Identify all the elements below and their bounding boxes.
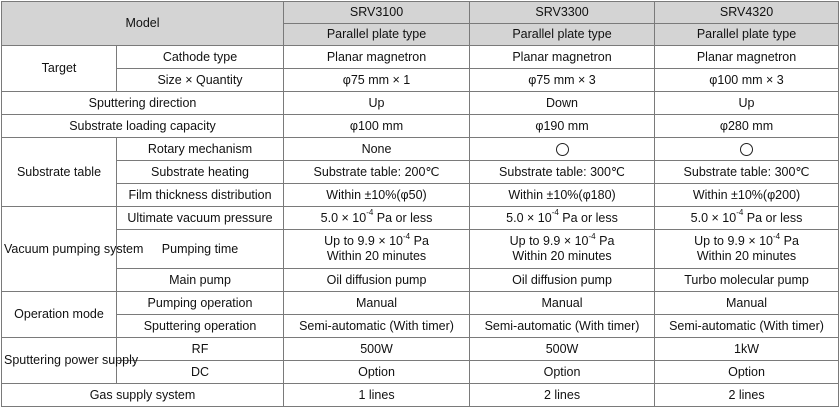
cell: Substrate table: 300℃ [470,161,655,184]
cell: 500W [470,338,655,361]
group-label-substrate-table: Substrate table [2,138,117,207]
pressure-base: 5.0 × 10 [690,210,737,225]
cell: Within ±10%(φ50) [284,184,470,207]
table-row [2,315,839,338]
model-type: Parallel plate type [284,24,470,46]
cell: Down [470,92,655,115]
model-name: SRV3300 [470,2,655,24]
group-label-sputtering-power-supply: Sputtering power supply [2,338,117,384]
cell [470,138,655,161]
table-row [2,92,839,115]
cell: φ100 mm [284,115,470,138]
cell [284,207,470,230]
cell: Oil diffusion pump [470,269,655,292]
model-name-row [2,2,839,24]
cell [470,207,655,230]
cell: 2 lines [470,384,655,407]
pumping-time-line2: Within 20 minutes [326,249,427,263]
row-label: Film thickness distribution [117,184,284,207]
table-row [2,384,839,407]
cell [655,138,839,161]
row-label: Rotary mechanism [117,138,284,161]
table-row [2,292,839,315]
cell: Option [470,361,655,384]
pressure-suffix: Pa or less [743,210,803,225]
pumping-time-line1 [472,231,652,249]
row-label: Sputtering operation [117,315,284,338]
cell: Semi-automatic (With timer) [470,315,655,338]
cell: 500W [284,338,470,361]
pressure-exponent: -4 [366,208,374,218]
pressure-suffix: Pa [780,234,799,248]
cell: φ75 mm × 3 [470,69,655,92]
pressure-base: Up to 9.9 × 10 [509,234,589,248]
pressure-suffix: Pa [410,234,429,248]
cell [284,230,470,269]
pumping-time-line1 [286,231,467,249]
cell: Up [655,92,839,115]
circle-mark-icon [556,143,569,156]
cell [470,230,655,269]
pressure-suffix: Pa or less [558,210,618,225]
row-label: Cathode type [117,46,284,69]
row-label: Sputtering direction [2,92,284,115]
table-row [2,269,839,292]
pressure-exponent: -4 [551,208,559,218]
spec-table [1,1,839,407]
table-row [2,161,839,184]
table-row [2,207,839,230]
group-label-vacuum-pumping-system: Vacuum pumping system [2,207,117,292]
cell: φ100 mm × 3 [655,69,839,92]
table-row [2,184,839,207]
cell: None [284,138,470,161]
cell: φ280 mm [655,115,839,138]
row-label: Pumping operation [117,292,284,315]
cell: Up [284,92,470,115]
table-row [2,115,839,138]
table-row [2,69,839,92]
cell: Option [284,361,470,384]
cell: Manual [284,292,470,315]
cell: Oil diffusion pump [284,269,470,292]
row-label: RF [117,338,284,361]
model-name: SRV4320 [655,2,839,24]
row-label: DC [117,361,284,384]
pressure-exponent: -4 [736,208,744,218]
cell: Option [655,361,839,384]
pumping-time-line2: Within 20 minutes [512,249,612,263]
cell: Semi-automatic (With timer) [655,315,839,338]
row-label: Main pump [117,269,284,292]
cell: Semi-automatic (With timer) [284,315,470,338]
cell: 2 lines [655,384,839,407]
model-header: Model [2,2,284,46]
row-label: Substrate heating [117,161,284,184]
cell: Planar magnetron [284,46,470,69]
pressure-base: Up to 9.9 × 10 [324,234,404,248]
cell: Substrate table: 300℃ [655,161,839,184]
model-type: Parallel plate type [470,24,655,46]
cell: Substrate table: 200℃ [284,161,470,184]
pressure-exponent: -4 [588,231,596,241]
pressure-base: Up to 9.9 × 10 [694,234,774,248]
group-label-target: Target [2,46,117,92]
pressure-base: 5.0 × 10 [506,210,552,225]
cell: 1kW [655,338,839,361]
cell: Within ±10%(φ200) [655,184,839,207]
cell: 1 lines [284,384,470,407]
model-name: SRV3100 [284,2,470,24]
pressure-exponent: -4 [773,231,781,241]
cell: φ75 mm × 1 [284,69,470,92]
cell [655,230,839,269]
row-label: Substrate loading capacity [2,115,284,138]
cell: φ190 mm [470,115,655,138]
circle-mark-icon [740,143,753,156]
pumping-time-line1 [657,231,836,249]
cell: Manual [470,292,655,315]
pressure-suffix: Pa or less [373,210,433,225]
row-label: Pumping time [117,230,284,269]
pressure-exponent: -4 [403,231,411,241]
table-row [2,338,839,361]
cell: Manual [655,292,839,315]
pumping-time-line2: Within 20 minutes [696,249,797,263]
cell: Planar magnetron [655,46,839,69]
pressure-suffix: Pa [595,234,615,248]
row-label: Size × Quantity [117,69,284,92]
row-label: Ultimate vacuum pressure [117,207,284,230]
row-label: Gas supply system [2,384,284,407]
group-label-operation-mode: Operation mode [2,292,117,338]
cell: Planar magnetron [470,46,655,69]
table-row [2,138,839,161]
table-row [2,46,839,69]
model-type: Parallel plate type [655,24,839,46]
cell [655,207,839,230]
pressure-base: 5.0 × 10 [320,210,367,225]
cell: Turbo molecular pump [655,269,839,292]
cell: Within ±10%(φ180) [470,184,655,207]
